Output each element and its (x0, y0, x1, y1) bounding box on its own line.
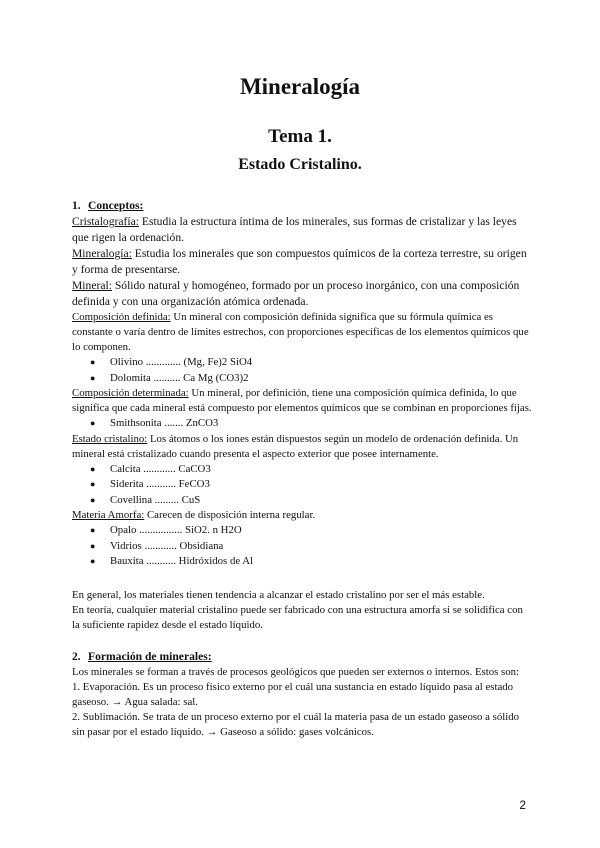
paragraph-teoria: En teoría, cualquier material cristalino puede ser fabricado con una estructura amorfa si se solidifica con la suficiente rapidez desde el estado líquido. (72, 603, 523, 631)
term-materia-amorfa: Materia Amorfa: (72, 509, 145, 521)
subtitle-heading: Estado Cristalino. (238, 156, 362, 173)
list-item: ● Calcita ............ CaCO3 (90, 462, 532, 478)
list-composicion-determinada (72, 416, 532, 432)
text-materia-amorfa: Carecen de disposición interna regular. (144, 509, 316, 521)
text-cristalografia: Estudia la estructura íntima de los minerales, sus formas de cristalizar y las leyes que rigen la ordenación. (72, 215, 517, 244)
tema-heading: Tema 1. (268, 126, 332, 147)
section-2-intro: Los minerales se forman a través de procesos geológicos que pueden ser externos o internos. Estos son: (72, 665, 520, 678)
section-2-item-evaporacion: 1. Evaporación. Es un proceso físico externo por el cuál una sustancia en estado líquido pasa al estado gaseoso. → Agua salada: sal. (72, 680, 514, 708)
spacer (72, 633, 532, 649)
definition-cristalografia (72, 214, 532, 246)
section-1-label: Conceptos: (88, 199, 144, 212)
definition-mineralogia (72, 246, 532, 278)
definition-composicion-determinada (72, 386, 532, 416)
text-estado-cristalino: Los átomos o los iones están dispuestos según un modelo de ordenación definida. Un mineral está cristalizado cuando presenta el aspecto exterior que posee internamente. (72, 432, 519, 460)
term-mineralogia: Mineralogía: (72, 247, 132, 260)
text-composicion-definida: Un mineral con composición definida significa que su fórmula química es constante o varía dentro de límites estrechos, con proporciones específicas de los elementos químicos que lo componen. (72, 311, 529, 353)
content-body (72, 198, 532, 740)
section-2-label: Formación de minerales: (88, 649, 212, 663)
paragraph-general: En general, los materiales tienen tendencia a alcanzar el estado cristalino por ser el más estable. (72, 588, 485, 601)
list-item: ● Dolomita .......... Ca Mg (CO3)2 (90, 371, 532, 387)
term-mineral: Mineral: (72, 279, 112, 292)
page-title: Mineralogía (239, 74, 361, 99)
definition-mineral (72, 278, 532, 310)
list-item: ● Siderita ........... FeCO3 (90, 477, 532, 493)
list-item: ● Opalo ................ SiO2. n H2O (90, 523, 532, 539)
spacer (72, 570, 532, 588)
list-item: ● Smithsonita ....... ZnCO3 (90, 416, 532, 432)
definition-materia-amorfa (72, 508, 532, 523)
list-estado-cristalino (72, 462, 532, 509)
text-mineral: Sólido natural y homogéneo, formado por un proceso inorgánico, con una composición definida y con una organización atómica ordenada. (72, 279, 520, 308)
list-item: ● Olivino ............. (Mg, Fe)2 SiO4 (90, 355, 532, 371)
definition-composicion-definida (72, 310, 532, 355)
page-number: 2 (519, 798, 526, 812)
list-composicion-definida (72, 355, 532, 386)
list-materia-amorfa (72, 523, 532, 570)
section-1-heading (72, 198, 532, 214)
section-1-number: 1. (72, 199, 81, 212)
term-estado-cristalino: Estado cristalino: (72, 432, 148, 445)
section-2-item-sublimacion: 2. Sublimación. Se trata de un proceso externo por el cuál la materia pasa de un estado gaseoso a sólido sin pasar por el estado líquido. → Gaseoso a sólido: gases volcánicos. (72, 710, 520, 738)
list-item: ● Bauxita ........... Hidróxidos de Al (90, 554, 532, 570)
term-composicion-determinada: Composición determinada: (72, 387, 189, 399)
section-2-number: 2. (72, 649, 81, 663)
text-composicion-determinada: Un mineral, por definición, tiene una composición química definida, lo que significa que cada mineral está compuesto por elementos químicos que se combinan en proporciones fijas. (72, 387, 532, 414)
list-item: ● Covellina ......... CuS (90, 493, 532, 509)
list-item: ● Vidrios ............ Obsidiana (90, 539, 532, 555)
text-mineralogia: Estudia los minerales que son compuestos químicos de la corteza terrestre, su origen y forma de presentarse. (72, 247, 527, 276)
section-2-heading (72, 649, 532, 665)
term-cristalografia: Cristalografía: (72, 215, 139, 228)
term-composicion-definida: Composición definida: (72, 311, 171, 323)
definition-estado-cristalino (72, 432, 532, 462)
